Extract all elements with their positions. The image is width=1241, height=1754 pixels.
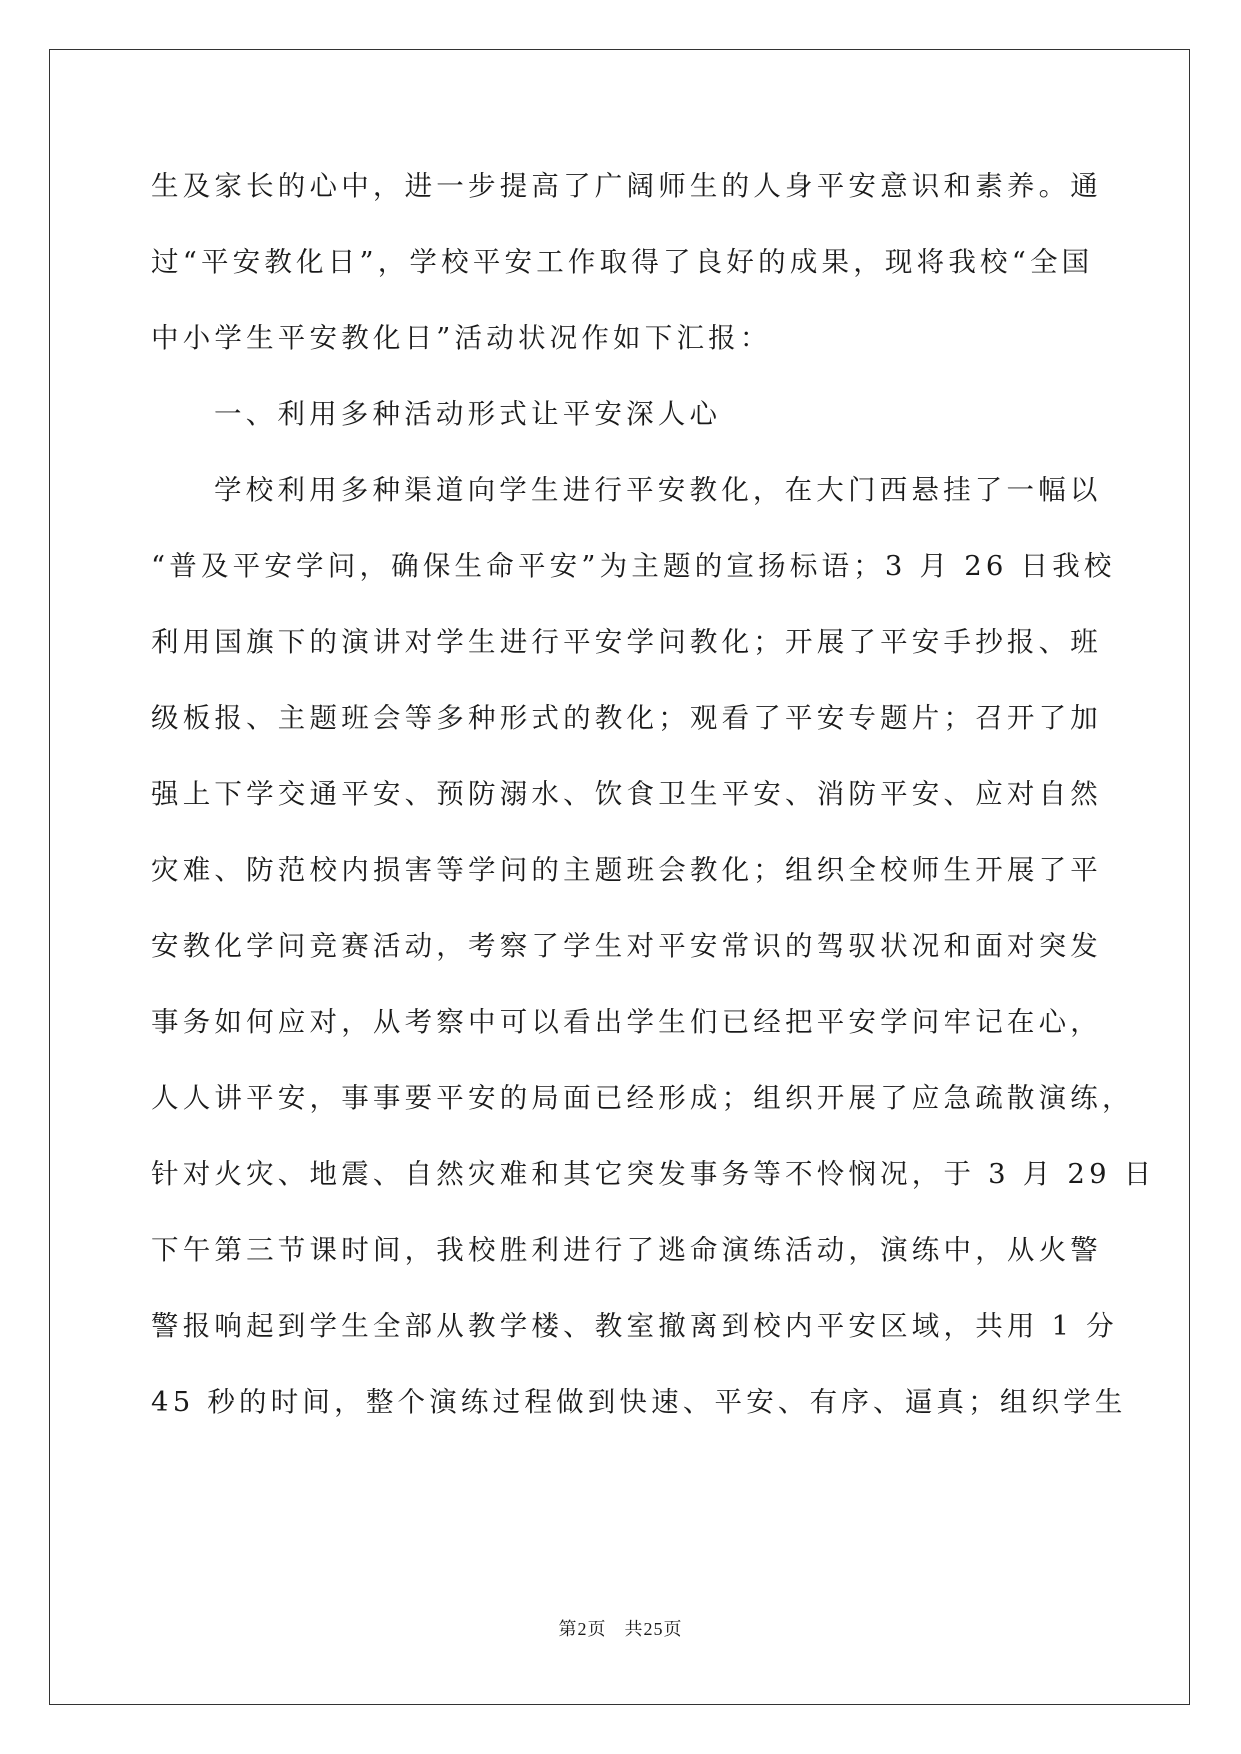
page-suffix: 页 xyxy=(587,1619,607,1640)
page-number: 2 xyxy=(577,1619,588,1639)
page-footer xyxy=(0,1617,1241,1642)
total-pages: 25 xyxy=(643,1619,664,1639)
total-suffix: 页 xyxy=(663,1619,683,1640)
text-line: 过“平安教化日”，学校平安工作取得了良好的成果，现将我校“全国 xyxy=(151,246,1094,278)
text-line: 警报响起到学生全部从教学楼、教室撤离到校内平安区域，共用 1 分 xyxy=(151,1310,1118,1342)
text-line: 事务如何应对，从考察中可以看出学生们已经把平安学问牢记在心， xyxy=(151,1006,1102,1038)
text-line: 生及家长的心中，进一步提高了广阔师生的人身平安意识和素养。通 xyxy=(151,170,1102,202)
page-prefix: 第 xyxy=(558,1619,578,1640)
total-prefix: 共 xyxy=(624,1619,644,1640)
text-line: 针对火灾、地震、自然灾难和其它突发事务等不怜悯况，于 3 月 29 日 xyxy=(151,1158,1156,1190)
text-line: 级板报、主题班会等多种形式的教化；观看了平安专题片；召开了加 xyxy=(151,702,1102,734)
text-line: 下午第三节课时间，我校胜利进行了逃命演练活动，演练中，从火警 xyxy=(151,1234,1102,1266)
text-line: 中小学生平安教化日”活动状况作如下汇报： xyxy=(151,322,772,354)
document-body xyxy=(151,164,1156,1456)
text-line: “普及平安学问，确保生命平安”为主题的宣扬标语；3 月 26 日我校 xyxy=(151,550,1116,582)
text-line: 人人讲平安，事事要平安的局面已经形成；组织开展了应急疏散演练， xyxy=(151,1082,1134,1114)
text-line: 强上下学交通平安、预防溺水、饮食卫生平安、消防平安、应对自然 xyxy=(151,778,1102,810)
section-heading: 一、利用多种活动形式让平安深人心 xyxy=(214,398,722,430)
text-line: 45 秒的时间，整个演练过程做到快速、平安、有序、逼真；组织学生 xyxy=(151,1386,1127,1418)
text-line: 安教化学问竞赛活动，考察了学生对平安常识的驾驭状况和面对突发 xyxy=(151,930,1102,962)
text-line: 灾难、防范校内损害等学问的主题班会教化；组织全校师生开展了平 xyxy=(151,854,1102,886)
text-line: 学校利用多种渠道向学生进行平安教化，在大门西悬挂了一幅以 xyxy=(214,474,1102,506)
text-line: 利用国旗下的演讲对学生进行平安学问教化；开展了平安手抄报、班 xyxy=(151,626,1102,658)
